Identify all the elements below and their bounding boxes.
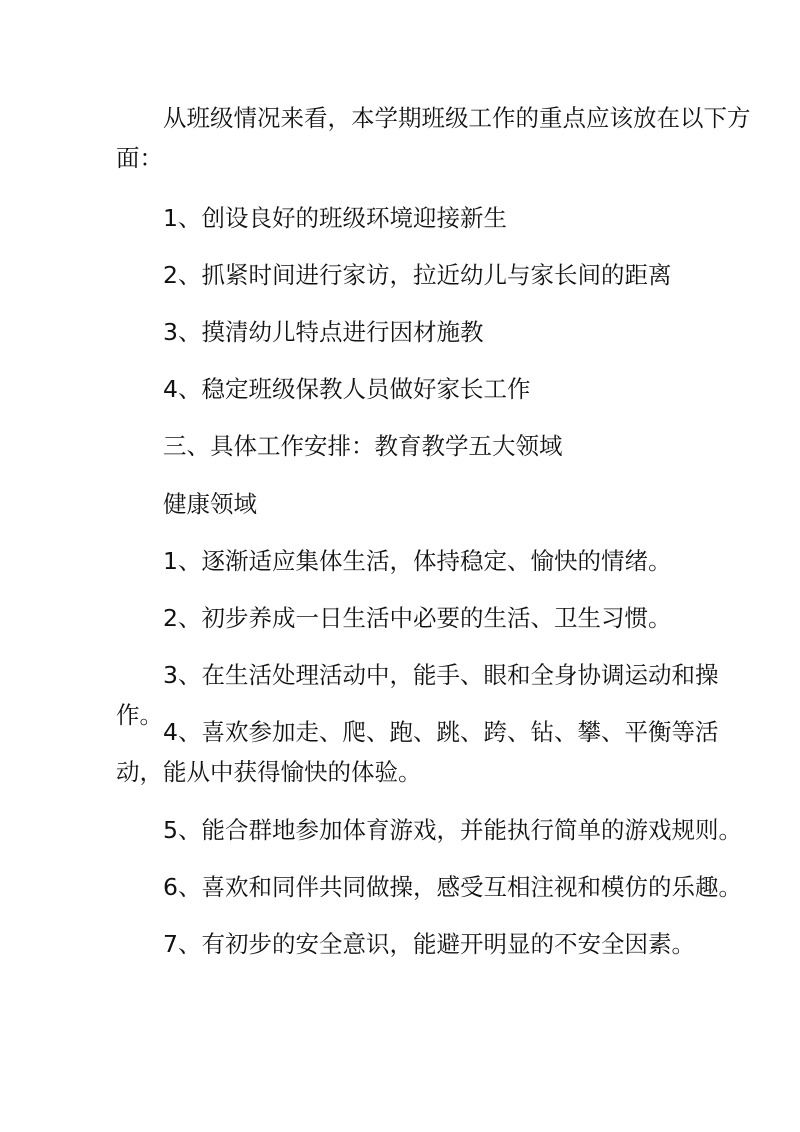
focus-item-4: 4、稳定班级保教人员做好家长工作	[163, 375, 531, 403]
focus-item-3: 3、摸清幼儿特点进行因材施教	[163, 318, 484, 346]
health-item-3: 3、在生活处理活动中，能手、眼和全身协调运动和操作。	[116, 661, 719, 729]
subsection-heading: 健康领域	[163, 490, 257, 518]
health-item-1: 1、逐渐适应集体生活，体持稳定、愉快的情绪。	[163, 547, 672, 575]
health-item-5: 5、能合群地参加体育游戏，并能执行简单的游戏规则。	[163, 816, 742, 844]
health-item-2: 2、初步养成一日生活中必要的生活、卫生习惯。	[163, 604, 672, 632]
intro-paragraph: 从班级情况来看，本学期班级工作的重点应该放在以下方面：	[116, 104, 751, 172]
health-item-6: 6、喜欢和同伴共同做操，感受互相注视和模仿的乐趣。	[163, 873, 742, 901]
section-heading: 三、具体工作安排：教育教学五大领域	[163, 432, 563, 460]
focus-item-2: 2、抓紧时间进行家访，拉近幼儿与家长间的距离	[163, 261, 672, 289]
focus-item-1: 1、创设良好的班级环境迎接新生	[163, 204, 507, 232]
health-item-4: 4、喜欢参加走、爬、跑、跳、跨、钻、攀、平衡等活动，能从中获得愉快的体验。	[116, 718, 719, 786]
health-item-7: 7、有初步的安全意识，能避开明显的不安全因素。	[163, 930, 695, 958]
